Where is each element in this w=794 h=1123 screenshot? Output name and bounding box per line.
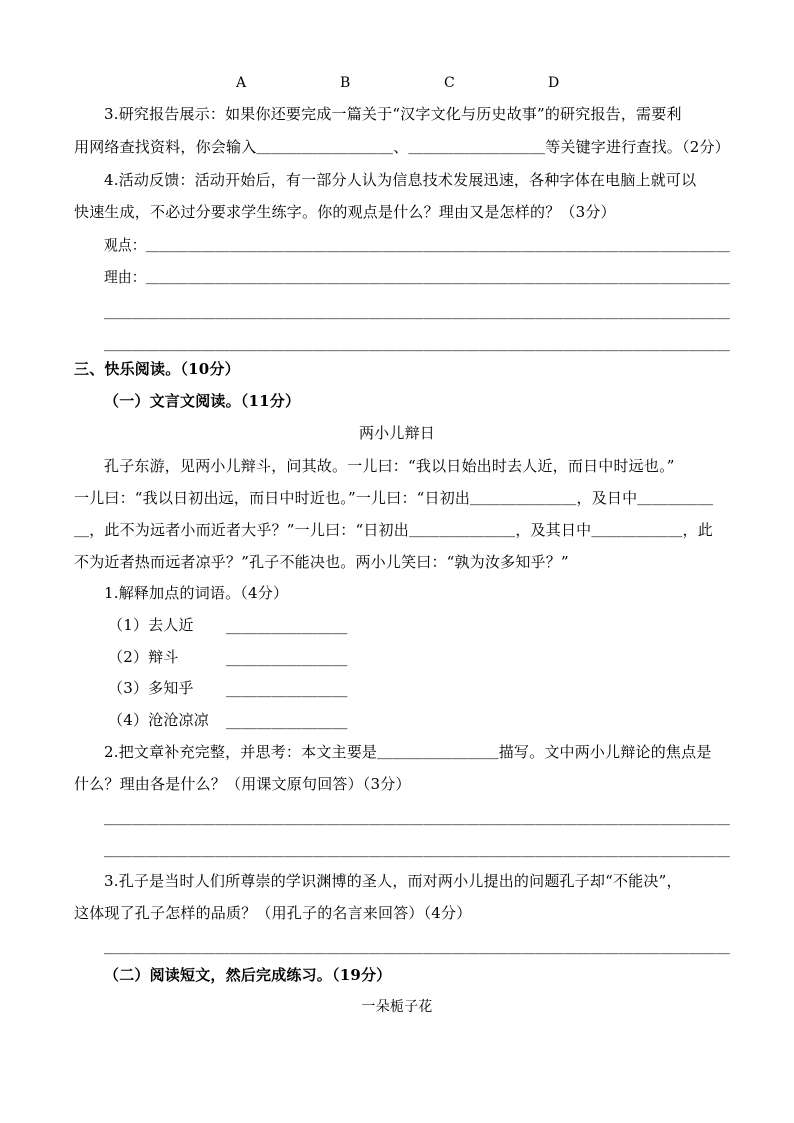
option-d: D bbox=[548, 75, 560, 91]
subsection-1-title: （一）文言文阅读。（11分） bbox=[104, 392, 301, 410]
q1-item-2-blank[interactable]: ＿＿＿＿＿＿＿＿ bbox=[226, 650, 348, 668]
q3b-answer-line[interactable]: ＿＿＿＿＿＿＿＿＿＿＿＿＿＿＿＿＿＿＿＿＿＿＿＿＿＿＿＿＿＿＿＿＿＿＿＿＿＿＿＿＿＿＿＿＿ bbox=[104, 938, 731, 956]
q1-item-1-blank[interactable]: ＿＿＿＿＿＿＿＿ bbox=[226, 618, 348, 636]
q2-line-1: 2.把文章补充完整，并思考：本文主要是＿＿＿＿＿＿＿＿描写。文中两小儿辩论的焦点是 bbox=[104, 743, 712, 761]
passage-line-2: 一儿曰：“我以日初出远，而日中时近也。”一儿曰：“日初出＿＿＿＿＿＿＿，及日中＿＿＿＿＿ bbox=[74, 489, 714, 507]
q1-item-1-label: （1）去人近 bbox=[108, 616, 194, 634]
option-c: C bbox=[444, 75, 455, 91]
q3b-line-2: 这体现了孔子怎样的品质？（用孔子的名言来回答）（4分） bbox=[74, 904, 472, 922]
passage-line-3: ＿，此不为远者小而近者大乎？”一儿曰：“日初出＿＿＿＿＿＿＿，及其日中＿＿＿＿＿＿，此 bbox=[74, 521, 713, 539]
q1-title: 1.解释加点的词语。（4分） bbox=[104, 584, 289, 602]
passage-line-4: 不为近者热而远者凉乎？”孔子不能决也。两小儿笑曰：“孰为汝多知乎？” bbox=[74, 553, 569, 571]
q1-item-4-label: （4）沧沧凉凉 bbox=[108, 711, 209, 729]
q3-line-2: 用网络查找资料，你会输入＿＿＿＿＿＿＿＿＿、＿＿＿＿＿＿＿＿＿等关键字进行查找。（2分） bbox=[74, 138, 730, 156]
passage-2-title: 一朵栀子花 bbox=[361, 999, 433, 1015]
q3-line-1: 3.研究报告展示：如果你还要完成一篇关于“汉字文化与历史故事”的研究报告，需要利 bbox=[104, 105, 682, 123]
q4-line-1: 4.活动反馈：活动开始后，有一部分人认为信息技术发展迅速，各种字体在电脑上就可以 bbox=[104, 171, 697, 189]
q1-item-2-label: （2）辩斗 bbox=[108, 648, 179, 666]
option-a: A bbox=[236, 75, 247, 91]
q4-answer-reason[interactable]: 理由：＿＿＿＿＿＿＿＿＿＿＿＿＿＿＿＿＿＿＿＿＿＿＿＿＿＿＿＿＿＿＿＿＿＿＿＿＿＿＿＿＿＿ bbox=[104, 268, 731, 286]
q1-item-4-blank[interactable]: ＿＿＿＿＿＿＿＿ bbox=[226, 713, 348, 731]
q2-answer-line-1[interactable]: ＿＿＿＿＿＿＿＿＿＿＿＿＿＿＿＿＿＿＿＿＿＿＿＿＿＿＿＿＿＿＿＿＿＿＿＿＿＿＿＿＿＿＿＿＿ bbox=[104, 809, 731, 827]
section-3-title: 三、快乐阅读。（10分） bbox=[74, 360, 240, 378]
q4-answer-viewpoint[interactable]: 观点：＿＿＿＿＿＿＿＿＿＿＿＿＿＿＿＿＿＿＿＿＿＿＿＿＿＿＿＿＿＿＿＿＿＿＿＿＿＿＿＿＿＿ bbox=[104, 236, 731, 254]
q4-answer-line-4[interactable]: ＿＿＿＿＿＿＿＿＿＿＿＿＿＿＿＿＿＿＿＿＿＿＿＿＿＿＿＿＿＿＿＿＿＿＿＿＿＿＿＿＿＿＿＿＿ bbox=[104, 335, 731, 353]
passage-title: 两小儿辩日 bbox=[358, 424, 435, 442]
q2-answer-line-2[interactable]: ＿＿＿＿＿＿＿＿＿＿＿＿＿＿＿＿＿＿＿＿＿＿＿＿＿＿＿＿＿＿＿＿＿＿＿＿＿＿＿＿＿＿＿＿＿ bbox=[104, 841, 731, 859]
passage-line-1: 孔子东游，见两小儿辩斗，问其故。一儿曰：“我以日始出时去人近，而日中时远也。” bbox=[104, 457, 675, 475]
q4-line-2: 快速生成，不必过分要求学生练字。你的观点是什么？理由又是怎样的？（3分） bbox=[74, 203, 616, 221]
subsection-2-title: （二）阅读短文，然后完成练习。（19分） bbox=[104, 966, 392, 984]
q4-answer-line-3[interactable]: ＿＿＿＿＿＿＿＿＿＿＿＿＿＿＿＿＿＿＿＿＿＿＿＿＿＿＿＿＿＿＿＿＿＿＿＿＿＿＿＿＿＿＿＿＿ bbox=[104, 303, 731, 321]
q1-item-3-blank[interactable]: ＿＿＿＿＿＿＿＿ bbox=[226, 681, 348, 699]
q2-line-2: 什么？理由各是什么？（用课文原句回答）（3分） bbox=[74, 775, 411, 793]
option-b: B bbox=[340, 75, 351, 91]
q3b-line-1: 3.孔子是当时人们所尊崇的学识渊博的圣人，而对两小儿提出的问题孔子却“不能决”， bbox=[104, 872, 682, 890]
q1-item-3-label: （3）多知乎 bbox=[108, 679, 194, 697]
